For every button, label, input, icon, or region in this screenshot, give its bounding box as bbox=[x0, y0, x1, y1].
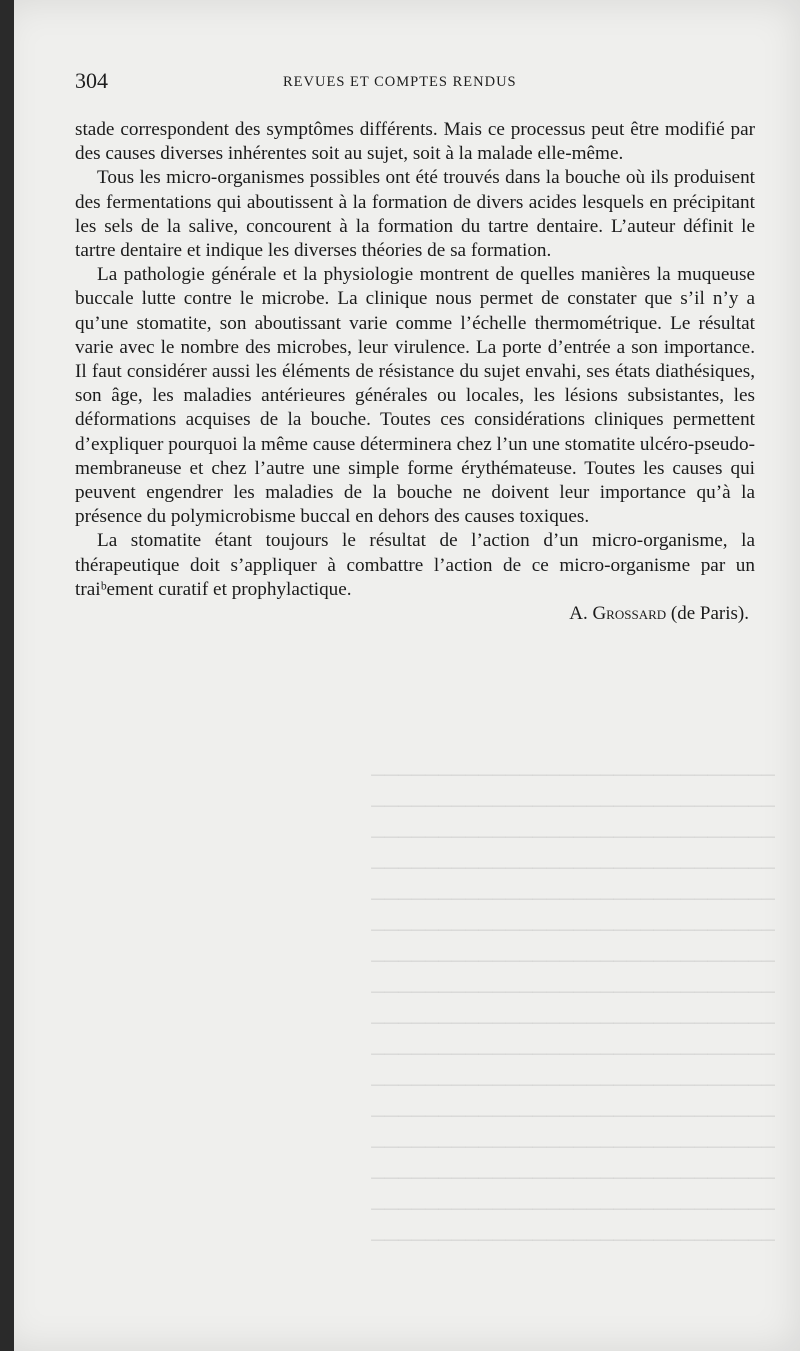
author-affiliation: (de Paris). bbox=[670, 603, 749, 625]
show-through-texture: ────────────────────────────── ────────────────────────────── ────────────────────────────── ────────────────────────────── ────────────────────────────── ────────────────────────────── ────────────────────────────── ────────────────────────────── ────────────────────────────── ────────────────────────────── ────────────────────────────── ────────────────────────────── ────────────────────────────── ────────────────────────────── ────────────────────────────── ────────────────────────────── bbox=[371, 765, 775, 1251]
page-header bbox=[75, 68, 755, 100]
article-body bbox=[75, 118, 755, 626]
paragraph-micro-organisms: Tous les micro-organismes possibles ont été trouvés dans la bouche où ils produisent des fermentations qui aboutissent à la formation de divers acides lesquels en précipitant les sels de la salive, concourent à la formation du tartre dentaire. L’auteur définit le tartre dentaire et indique les diverses théories de sa formation. bbox=[75, 167, 755, 262]
author-signature bbox=[75, 602, 755, 626]
running-head: REVUES ET COMPTES RENDUS bbox=[283, 74, 517, 90]
scan-edge-shadow bbox=[0, 0, 14, 1351]
page-number: 304 bbox=[75, 68, 108, 93]
paragraph-continuation: stade correspondent des symptômes différents. Mais ce processus peut être modifié par des causes diverses inhérentes soit au sujet, soit à la malade elle-même. bbox=[75, 119, 755, 165]
paragraph-therapeutics: La stomatite étant toujours le résultat de l’action d’un micro-organisme, la thérapeutique doit s’appliquer à combattre l’action de ce micro-organisme par un traiᵇement curatif et prophylactique. bbox=[75, 530, 755, 600]
author-name: A. Grossard bbox=[569, 603, 667, 625]
paragraph-pathology: La pathologie générale et la physiologie montrent de quelles manières la muqueuse buccale lutte contre le microbe. La clinique nous permet de constater que s’il n’y a qu’une stomatite, son aboutissant varie comme l’échelle thermométrique. Le résultat varie avec le nombre des microbes, leur virulence. La porte d’entrée a son importance. Il faut considérer aussi les éléments de résistance du sujet envahi, ses états diathésiques, son âge, les maladies antérieures générales ou locales, les lésions subsistantes, les déformations acquises de la bouche. Toutes ces considérations cliniques permettent d’expliquer pourquoi la même cause déterminera chez l’un une stomatite ulcéro-pseudo-membraneuse et chez l’autre une simple forme érythémateuse. Toutes les causes qui peuvent engendrer les maladies de la bouche ne doivent leur importance qu’à la présence du polymicrobisme buccal en dehors des causes toxiques. bbox=[75, 264, 755, 528]
